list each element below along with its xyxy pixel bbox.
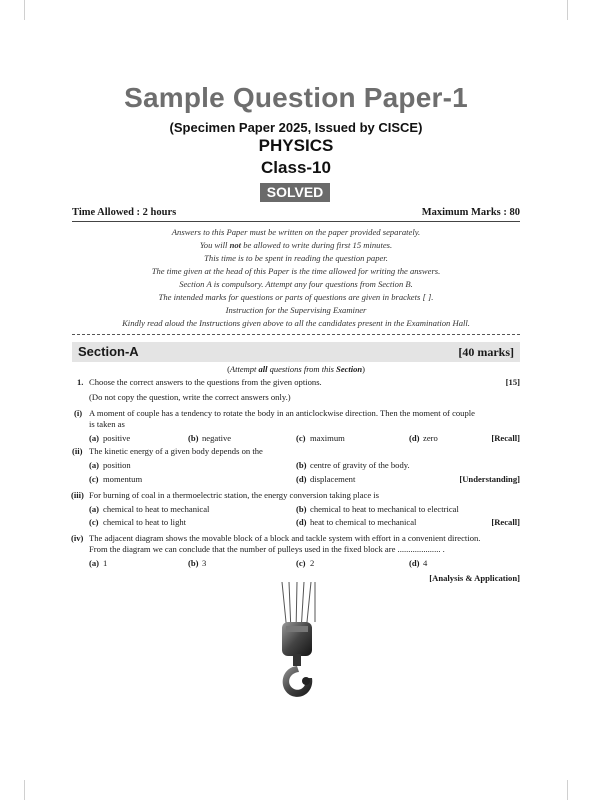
subquestion-text: The kinetic energy of a given body depends on the — [89, 446, 263, 456]
option-text: maximum — [310, 433, 345, 443]
instruction-line: The time given at the head of this Paper is the time allowed for writing the answers. — [151, 266, 441, 276]
section-header — [72, 342, 520, 362]
subquestion-number: (i) — [74, 408, 83, 418]
subquestion-number: (iv) — [71, 533, 84, 543]
option-text: chemical to heat to mechanical — [103, 504, 210, 514]
page-title: Sample Question Paper-1 — [124, 82, 468, 113]
question-text: Choose the correct answers to the questions from the given options. — [89, 377, 322, 387]
option-text: 2 — [310, 558, 315, 568]
solved-badge: SOLVED — [260, 183, 330, 202]
question-tag: [Recall] — [491, 433, 520, 443]
crop-mark-top-left — [4, 0, 25, 20]
question-note: (Do not copy the question, write the correct answers only.) — [89, 392, 291, 402]
option-label: (b) — [296, 504, 307, 514]
option-label: (b) — [188, 433, 199, 443]
option-label: (c) — [89, 517, 99, 527]
header-rule — [72, 221, 520, 222]
section-marks: [40 marks] — [458, 345, 514, 359]
option-text: 3 — [202, 558, 207, 568]
time-allowed: Time Allowed : 2 hours — [72, 207, 177, 218]
question-tag: [Recall] — [491, 517, 520, 527]
subject-heading: PHYSICS — [258, 136, 334, 155]
subquestion-number: (iii) — [71, 490, 84, 500]
section-name: Section-A — [78, 344, 139, 359]
subquestion-text: For burning of coal in a thermoelectric station, the energy conversion taking place is — [89, 490, 380, 500]
option-text: momentum — [103, 474, 143, 484]
paper-subtitle: (Specimen Paper 2025, Issued by CISCE) — [169, 120, 423, 135]
option-text: chemical to heat to light — [103, 517, 187, 527]
subquestion-text: The adjacent diagram shows the movable block of a block and tackle system with effort in a convenient direction. — [89, 533, 481, 543]
question-marks: [15] — [505, 377, 520, 387]
option-text: displacement — [310, 474, 356, 484]
option-text: position — [103, 460, 131, 470]
question-tag: [Analysis & Application] — [429, 573, 520, 583]
subquestion-text: is taken as — [89, 419, 125, 429]
option-text: zero — [423, 433, 438, 443]
crop-mark-bottom-left — [4, 780, 25, 800]
instruction-line: Answers to this Paper must be written on the paper provided separately. — [171, 227, 421, 237]
option-label: (a) — [89, 504, 100, 514]
option-text: positive — [103, 433, 131, 443]
subquestion-text: From the diagram we can conclude that the number of pulleys used in the fixed block are .................... . — [89, 544, 445, 554]
option-label: (c) — [296, 558, 306, 568]
crop-mark-top-right — [567, 0, 588, 20]
question-number: 1. — [77, 377, 84, 387]
option-label: (c) — [89, 474, 99, 484]
option-text: 1 — [103, 558, 108, 568]
subquestion-text: A moment of couple has a tendency to rotate the body in an anticlockwise direction. Then the moment of couple — [89, 408, 475, 418]
option-label: (a) — [89, 433, 100, 443]
option-label: (d) — [409, 558, 420, 568]
instructions-block — [72, 226, 520, 330]
instruction-line: The intended marks for questions or parts of questions are given in brackets [ ]. — [158, 292, 434, 302]
option-label: (a) — [89, 558, 100, 568]
section-instruction: (Attempt all questions from this Section) — [227, 364, 365, 374]
option-label: (a) — [89, 460, 100, 470]
option-text: negative — [202, 433, 232, 443]
class-heading: Class-10 — [261, 158, 331, 177]
option-label: (b) — [188, 558, 199, 568]
maximum-marks: Maximum Marks : 80 — [421, 207, 520, 218]
instruction-line: Kindly read aloud the Instructions given above to all the candidates present in the Examination Hall. — [122, 318, 470, 328]
option-label: (c) — [296, 433, 306, 443]
option-text: heat to chemical to mechanical — [310, 517, 417, 527]
instruction-line: This time is to be spent in reading the question paper. — [204, 253, 388, 263]
section-divider — [72, 334, 520, 335]
crop-mark-bottom-right — [567, 780, 588, 800]
pulley-block-figure — [270, 582, 330, 732]
option-label: (d) — [296, 517, 307, 527]
instruction-line: Instruction for the Supervising Examiner — [225, 305, 367, 315]
instruction-line: You will not be allowed to write during first 15 minutes. — [199, 240, 393, 250]
question-tag: [Understanding] — [459, 474, 520, 484]
subquestion-number: (ii) — [72, 446, 83, 456]
option-label: (d) — [296, 474, 307, 484]
option-text: centre of gravity of the body. — [310, 460, 410, 470]
option-label: (d) — [409, 433, 420, 443]
option-label: (b) — [296, 460, 307, 470]
option-text: chemical to heat to mechanical to electrical — [310, 504, 459, 514]
instruction-line: Section A is compulsory. Attempt any four questions from Section B. — [179, 279, 413, 289]
option-text: 4 — [423, 558, 428, 568]
